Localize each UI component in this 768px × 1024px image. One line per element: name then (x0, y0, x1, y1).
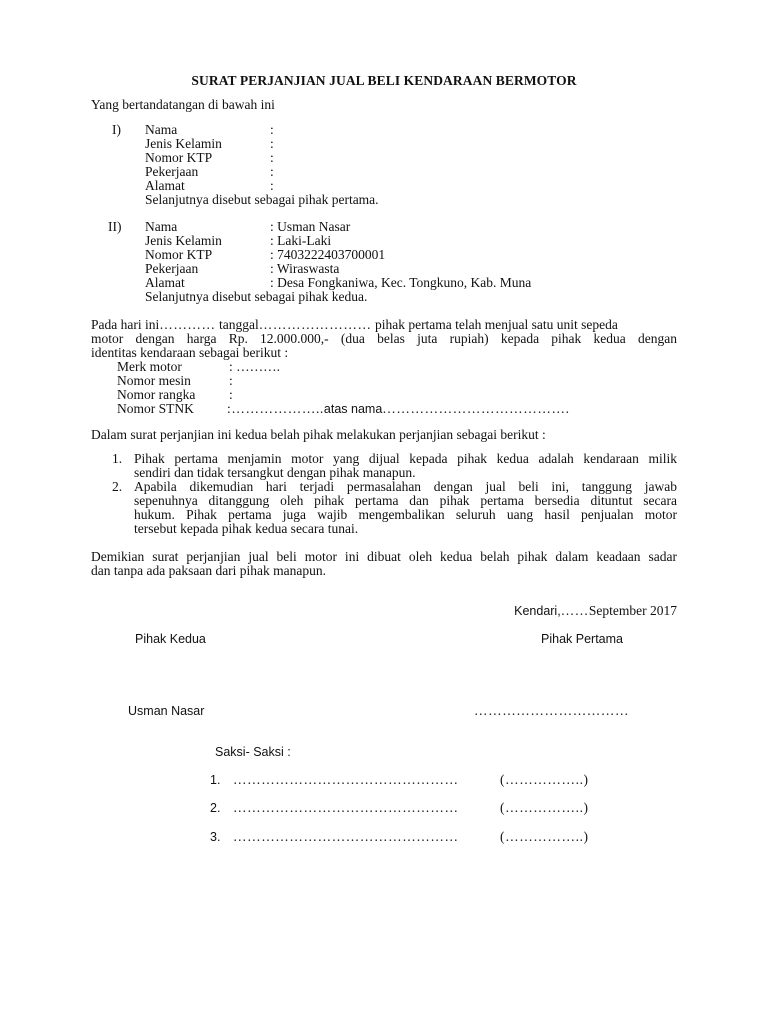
witness-3-sign: (……………..) (500, 829, 589, 844)
witness-3-number: 3. (210, 830, 221, 844)
party-one-value-name: : (270, 122, 274, 137)
sale-line-2: motor dengan harga Rp. 12.000.000,- (dua belas juta rupiah) kepada pihak kedua dengan (91, 331, 677, 346)
party-two-value-address: : Desa Fongkaniwa, Kec. Tongkuno, Kab. Muna (270, 275, 532, 290)
party-two-note: Selanjutnya disebut sebagai pihak kedua. (145, 289, 368, 304)
signature-right-label: Pihak Pertama (541, 632, 623, 646)
party-two-value-job: : Wiraswasta (270, 261, 340, 276)
vehicle-label-stnk: Nomor STNK (117, 401, 194, 416)
vehicle-label-frame: Nomor rangka (117, 387, 196, 402)
party-one-row-gender (0, 137, 768, 151)
party-two-label-name: Nama (145, 219, 178, 234)
party-one-label-job: Pekerjaan (145, 164, 199, 179)
party-two-row-gender (0, 234, 768, 248)
witnesses-title: Saksi- Saksi : (215, 745, 291, 759)
party-one-value-job: : (270, 164, 274, 179)
party-one-row-job (0, 165, 768, 179)
clause-2-line-1: Apabila dikemudian hari terjadi permasalahan dengan jual beli ini, tanggung jawab (134, 479, 677, 494)
signature-right-name: …………………………… (474, 703, 630, 718)
sale-day-dots: ………… (159, 317, 216, 332)
party-two-value-ktp: : 7403222403700001 (270, 247, 386, 262)
vehicle-value-brand: : ………. (229, 359, 281, 374)
sale-date-dots: …………………… (258, 317, 372, 332)
party-two-number: II) (108, 219, 122, 234)
vehicle-value-stnk (227, 402, 570, 416)
party-two-row-job (0, 262, 768, 276)
sale-day-label: Pada hari ini (91, 317, 160, 332)
party-one-label-name: Nama (145, 122, 178, 137)
sale-line-3: identitas kendaraan sebagai berikut : (91, 345, 289, 360)
witness-2-sign: (……………..) (500, 800, 589, 815)
clause-1-number: 1. (112, 451, 123, 466)
party-two-row-name (0, 220, 768, 234)
witness-1-sign: (……………..) (500, 772, 589, 787)
place-month-year: September 2017 (588, 603, 677, 618)
party-two-row-ktp (0, 248, 768, 262)
party-one-label-ktp: Nomor KTP (145, 150, 213, 165)
party-one-row-name (0, 123, 768, 137)
party-two-label-address: Alamat (145, 275, 185, 290)
party-one-value-gender: : (270, 136, 274, 151)
party-one-value-address: : (270, 178, 274, 193)
clause-2-line-4: tersebut kepada pihak kedua secara tunai. (134, 521, 359, 536)
clause-1-line-2: sendiri dan tidak tersangkut dengan pihak manapun. (134, 465, 416, 480)
vehicle-value-frame: : (229, 387, 233, 402)
place-date (514, 604, 677, 618)
signature-left-label: Pihak Kedua (135, 632, 206, 646)
sale-line-1-rest: pihak pertama telah menjual satu unit sepeda (374, 317, 618, 332)
party-one-row-ktp (0, 151, 768, 165)
party-one-label-address: Alamat (145, 178, 185, 193)
party-one-row-address (0, 179, 768, 193)
clause-2-line-3: hukum. Pihak pertama juga wajib mengembalikan seluruh uang hasil penjualan motor (134, 507, 677, 522)
vehicle-stnk-owner-label: atas nama (323, 402, 383, 416)
witness-2-number: 2. (210, 801, 221, 815)
party-two-label-job: Pekerjaan (145, 261, 199, 276)
party-two-label-ktp: Nomor KTP (145, 247, 213, 262)
party-one-label-gender: Jenis Kelamin (145, 136, 222, 151)
party-one-value-ktp: : (270, 150, 274, 165)
party-two-label-gender: Jenis Kelamin (145, 233, 222, 248)
closing-line-1: Demikian surat perjanjian jual beli motor ini dibuat oleh kedua belah pihak dalam keadaan sadar (91, 549, 677, 564)
witness-1-name: ………………………………………… (233, 772, 459, 787)
document-title: SURAT PERJANJIAN JUAL BELI KENDARAAN BERMOTOR (191, 73, 577, 88)
sale-line-1 (91, 318, 618, 332)
vehicle-label-engine: Nomor mesin (117, 373, 191, 388)
signature-left-name: Usman Nasar (128, 704, 205, 718)
clause-2-number: 2. (112, 479, 123, 494)
witness-2-name: ………………………………………… (233, 800, 459, 815)
witness-1-number: 1. (210, 773, 221, 787)
party-one-note: Selanjutnya disebut sebagai pihak pertama. (145, 192, 379, 207)
vehicle-stnk-owner-dots: …………………………………. (382, 401, 570, 416)
closing-line-2: dan tanpa ada paksaan dari pihak manapun. (91, 563, 327, 578)
witness-3-name: ………………………………………… (233, 829, 459, 844)
place-city: Kendari, (514, 604, 561, 618)
party-two-value-name: : Usman Nasar (270, 219, 351, 234)
agreement-intro: Dalam surat perjanjian ini kedua belah pihak melakukan perjanjian sebagai berikut : (91, 427, 546, 442)
vehicle-value-engine: : (229, 373, 233, 388)
intro-text: Yang bertandatangan di bawah ini (91, 97, 275, 112)
vehicle-stnk-dots: :……………….. (227, 401, 324, 416)
party-two-value-gender: : Laki-Laki (270, 233, 332, 248)
clause-1-line-1: Pihak pertama menjamin motor yang dijual kepada pihak kedua adalah kendaraan milik (134, 451, 677, 466)
party-one-number: I) (112, 122, 121, 137)
vehicle-label-brand: Merk motor (117, 359, 182, 374)
party-two-row-address (0, 276, 768, 290)
place-date-dots: …… (560, 603, 589, 618)
clause-2-line-2: sepenuhnya ditanggung oleh pihak pertama dan pihak pertama bersedia dituntut secara (134, 493, 677, 508)
sale-date-label: tanggal (219, 317, 259, 332)
